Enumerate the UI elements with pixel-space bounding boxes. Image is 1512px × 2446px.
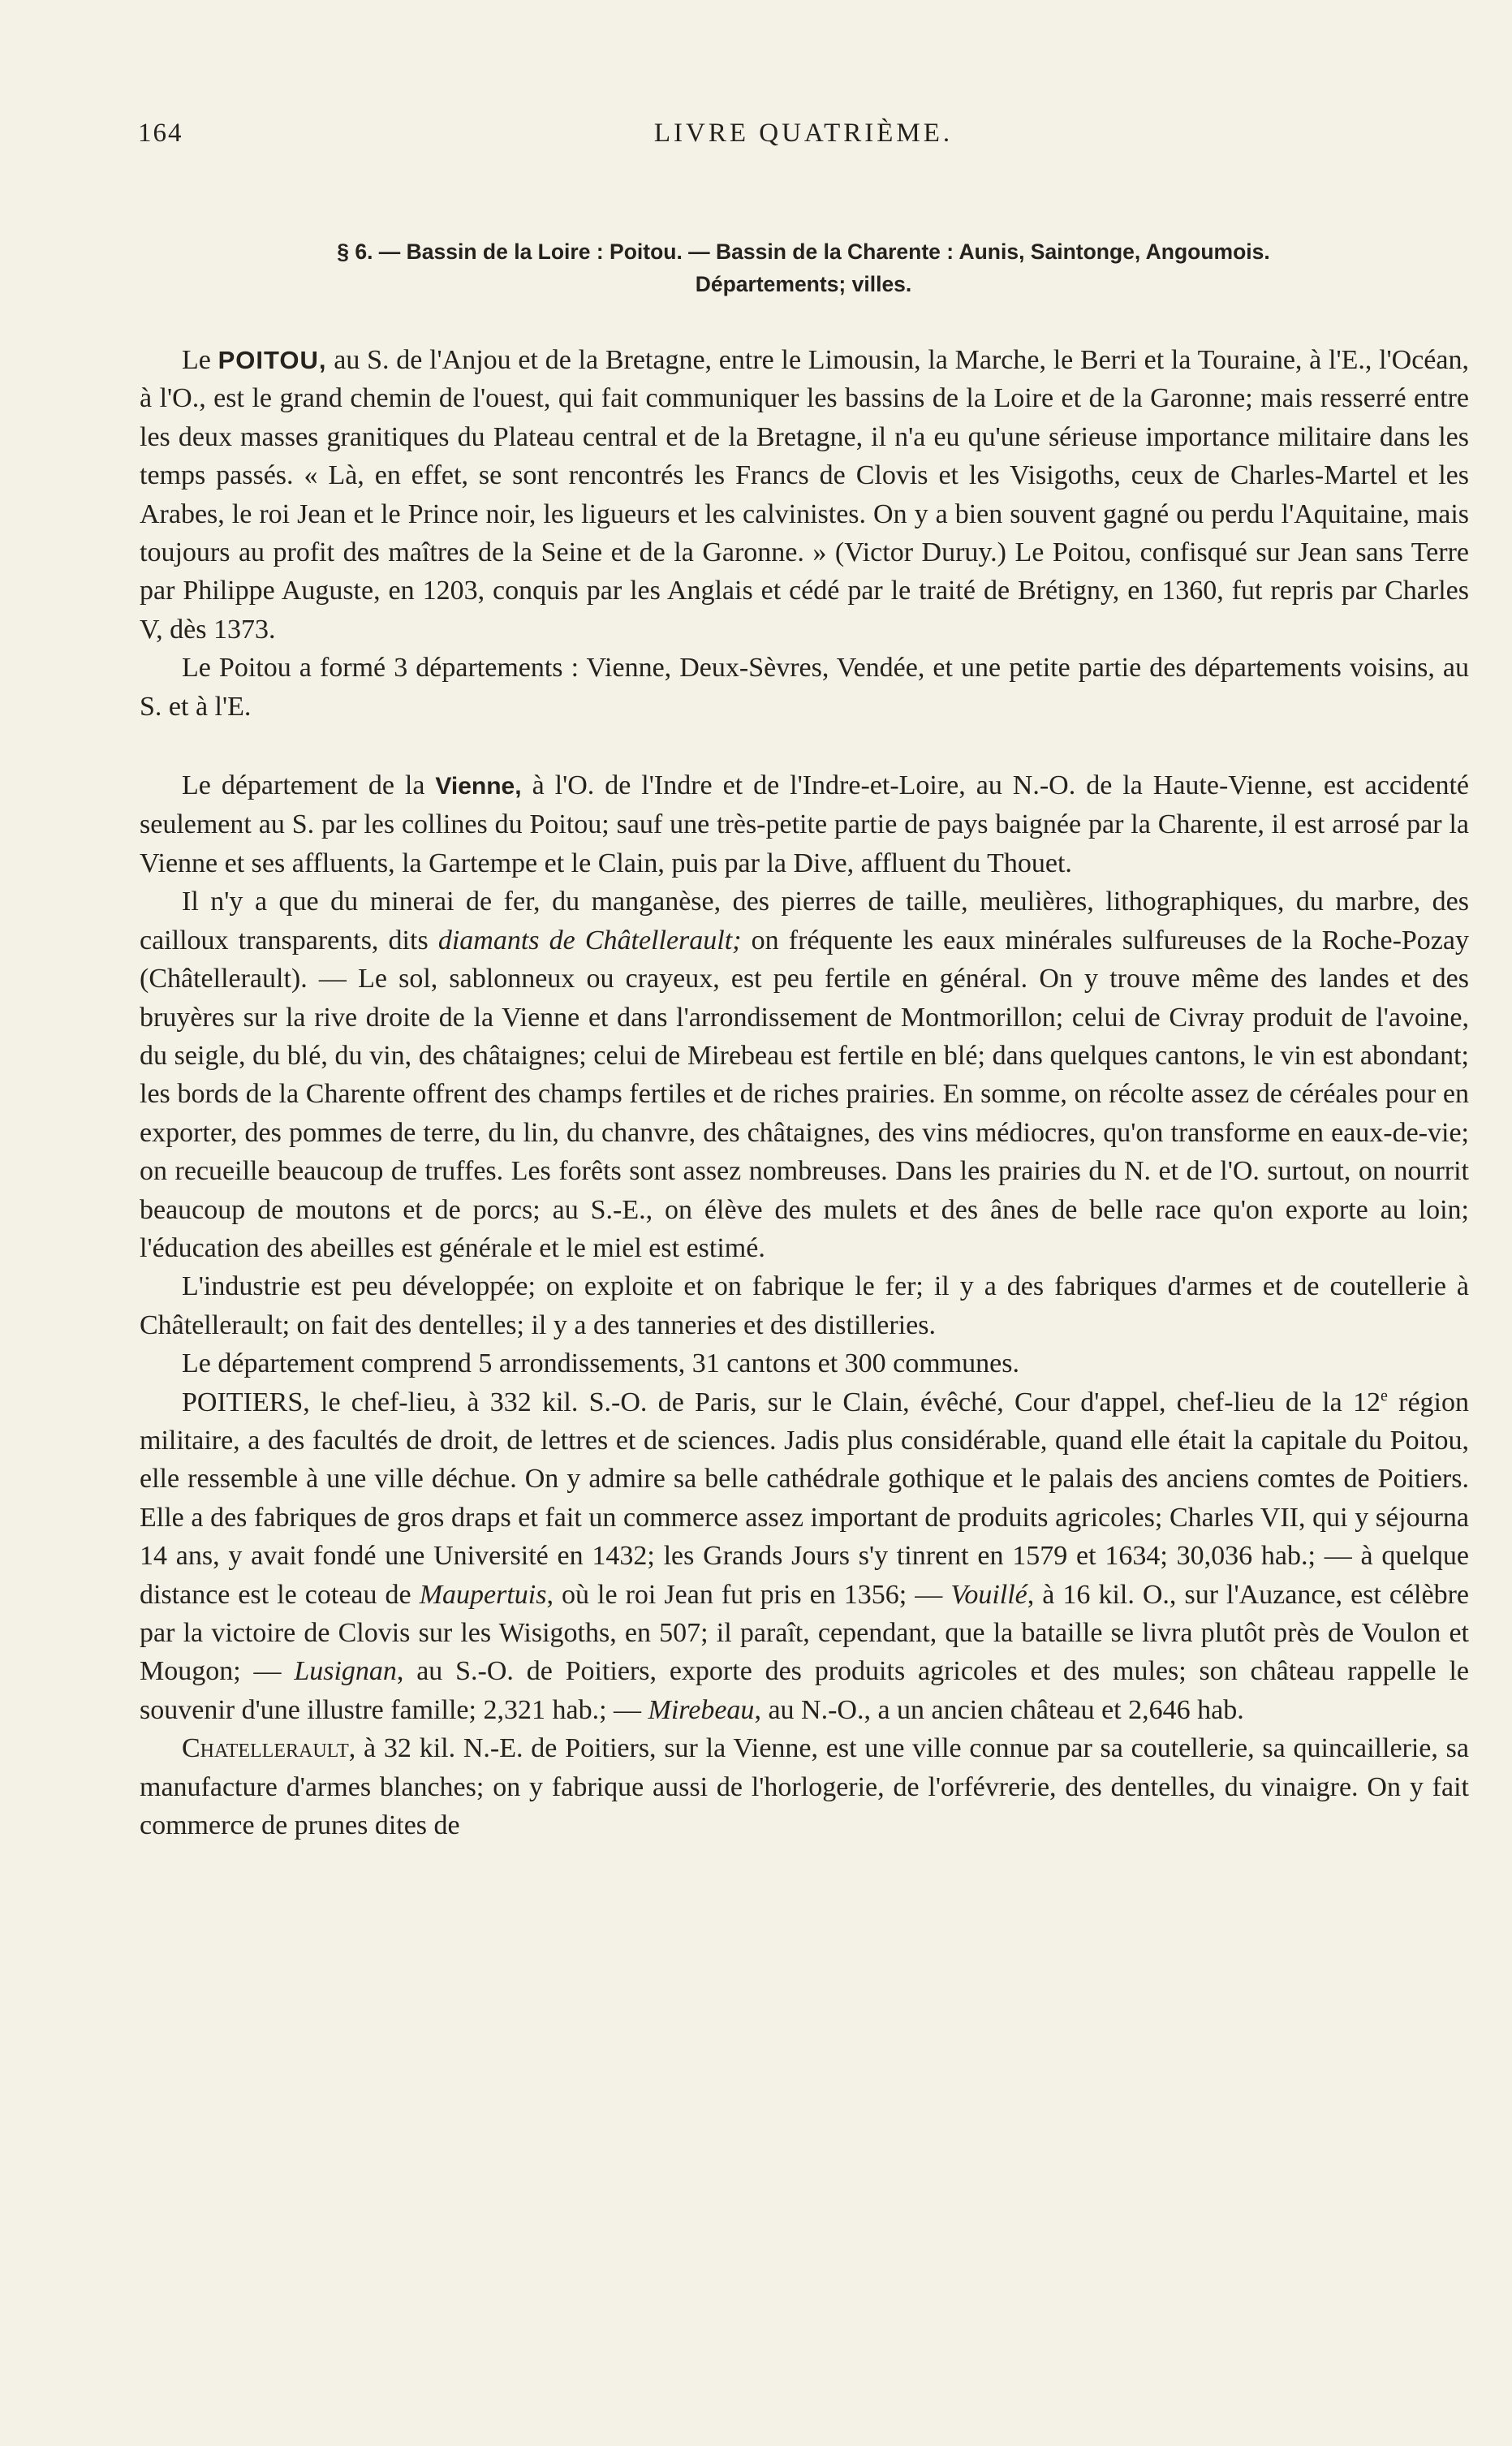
- paragraph-vienne: [140, 766, 1469, 882]
- paragraph-industry: L'industrie est peu développée; on exploite et on fabrique le fer; il y a des fabriques d'armes et de coutellerie à Châtellerault; on fait des dentelles; il y a des tanneries et des distilleries.: [140, 1271, 1469, 1340]
- section-heading: [187, 235, 1420, 300]
- italic-term: diamants de Châtellerault;: [437, 925, 742, 956]
- text-run: , à 16 kil. O., sur l'Auzance, est célèbre par la victoire de Clovis sur les Wisigoths, en 507; il paraît, cependant, que la bataille se livra plutôt près de Voulon et Mougon; —: [140, 1579, 1470, 1687]
- running-title: LIVRE QUATRIÈME.: [653, 119, 954, 148]
- section-heading-line1: § 6. — Bassin de la Loire : Poitou. — Bassin de la Charente : Aunis, Saintonge, Angoumois.: [337, 239, 1270, 264]
- section-heading-line2: Départements; villes.: [695, 272, 912, 296]
- text-run: POITIERS, le chef-lieu, à 332 kil. S.-O. de Paris, sur le Clain, évêché, Cour d'appel, chef-lieu de la 12: [182, 1387, 1381, 1417]
- running-head: [138, 119, 1469, 159]
- text-run: Le: [182, 345, 218, 375]
- paragraph-administration: Le département comprend 5 arrondissements, 31 cantons et 300 communes.: [182, 1348, 1019, 1379]
- body-text: [140, 341, 1469, 1844]
- paragraph-resources: [140, 882, 1469, 1267]
- bold-term-poitou: POITOU,: [218, 346, 327, 374]
- text-run: au S. de l'Anjou et de la Bretagne, entre le Limousin, la Marche, le Berri et la Touraine, à l'E., l'Océan, à l'O., est le grand chemin de l'ouest, qui fait communiquer les bassins de la Loire et de la Garonne; mais resserré entre les deux masses granitiques du Plateau central et de la Bretagne, il n'a eu qu'une sérieuse importance militaire dans les temps passés. « Là, en effet, se sont rencontrés les Francs de Clovis et les Visigoths, ceux de Charles-Martel et les Arabes, le roi Jean et le Prince noir, les ligueurs et les calvinistes. On y a bien souvent gagné ou perdu l'Aquitaine, mais toujours au profit des maîtres de la Seine et de la Garonne. » (Victor Duruy.) Le Poitou, confisqué sur Jean sans Terre par Philippe Auguste, en 1203, conquis par les Anglais et cédé par le traité de Brétigny, en 1360, fut repris par Charles V, dès 1373.: [140, 345, 1469, 645]
- bold-term-vienne: Vienne,: [435, 773, 522, 800]
- paragraph-departements: Le Poitou a formé 3 départements : Vienne, Deux-Sèvres, Vendée, et une petite partie des départements voisins, au S. et à l'E.: [140, 653, 1469, 722]
- italic-place: Mirebeau: [648, 1694, 755, 1725]
- paragraph-poitiers: [140, 1383, 1469, 1730]
- text-run: , où le roi Jean fut pris en 1356; —: [546, 1579, 951, 1610]
- smallcaps-term: Chatellerault: [182, 1733, 349, 1764]
- text-run: région militaire, a des facultés de droit, de lettres et de sciences. Jadis plus considérable, quand elle était la capitale du Poitou, elle ressemble à une ville déchue. On y admire sa belle cathédrale gothique et le palais des anciens comtes de Poitiers. Elle a des fabriques de gros draps et fait un commerce assez important de produits agricoles; Charles VII, qui y séjourna 14 ans, y avait fondé une Université en 1432; les Grands Jours s'y tinrent en 1579 et 1634; 30,036 hab.; — à quelque distance est le coteau de: [140, 1387, 1469, 1610]
- page-number: 164: [138, 119, 183, 148]
- paragraph-poitou: [140, 341, 1469, 649]
- superscript: e: [1380, 1387, 1388, 1405]
- text-run: à l'O. de l'Indre et de l'Indre-et-Loire, au N.-O. de la Haute-Vienne, est accidenté seulement au S. par les collines du Poitou; sauf une très-petite partie de pays baignée par la Charente, il est arrosé par la Vienne et ses affluents, la Gartempe et le Clain, puis par la Dive, affluent du Thouet.: [140, 770, 1469, 878]
- text-run: , au S.-O. de Poitiers, exporte des produits agricoles et des mules; son château rappelle le souvenir d'une illustre famille; 2,321 hab.; —: [140, 1656, 1469, 1725]
- italic-place: Vouillé: [950, 1579, 1027, 1610]
- text-run: on fréquente les eaux minérales sulfureuses de la Roche-Pozay (Châtellerault). — Le sol, sablonneux ou crayeux, est peu fertile en général. On y trouve même des landes et des bruyères sur la rive droite de la Vienne et dans l'arrondissement de Montmorillon; celui de Civray produit de l'avoine, du seigle, du blé, du vin, des châtaignes; celui de Mirebeau est fertile en blé; dans quelques cantons, le vin est abondant; les bords de la Charente offrent des champs fertiles et de riches prairies. En somme, on récolte assez de céréales pour en exporter, des pommes de terre, du lin, du chanvre, des châtaignes, des vins médiocres, qu'on transforme en eaux-de-vie; on recueille beaucoup de truffes. Les forêts sont assez nombreuses. Dans les prairies du N. et de l'O. surtout, on nourrit beaucoup de moutons et de porcs; au S.-E., on élève des mulets et des ânes de belle race qu'on exporte au loin; l'éducation des abeilles est générale et le miel est estimé.: [140, 925, 1469, 1263]
- paragraph-chatellerault: [140, 1729, 1469, 1844]
- italic-place: Lusignan: [294, 1656, 397, 1687]
- text-run: Le département de la: [182, 770, 436, 801]
- text-run: Il n'y a que du minerai de fer, du manganèse, des pierres de taille, meulières, lithographiques, du marbre, des cailloux transparents, dits: [140, 887, 1469, 956]
- italic-place: Maupertuis: [419, 1579, 547, 1610]
- text-run: , à 32 kil. N.-E. de Poitiers, sur la Vienne, est une ville connue par sa coutellerie, sa quincaillerie, sa manufacture d'armes blanches; on y fabrique aussi de l'horlogerie, de l'orfévrerie, des dentelles, du vinaigre. On y fait commerce de prunes dites de: [140, 1733, 1469, 1841]
- text-run: , au N.-O., a un ancien château et 2,646 hab.: [754, 1694, 1244, 1725]
